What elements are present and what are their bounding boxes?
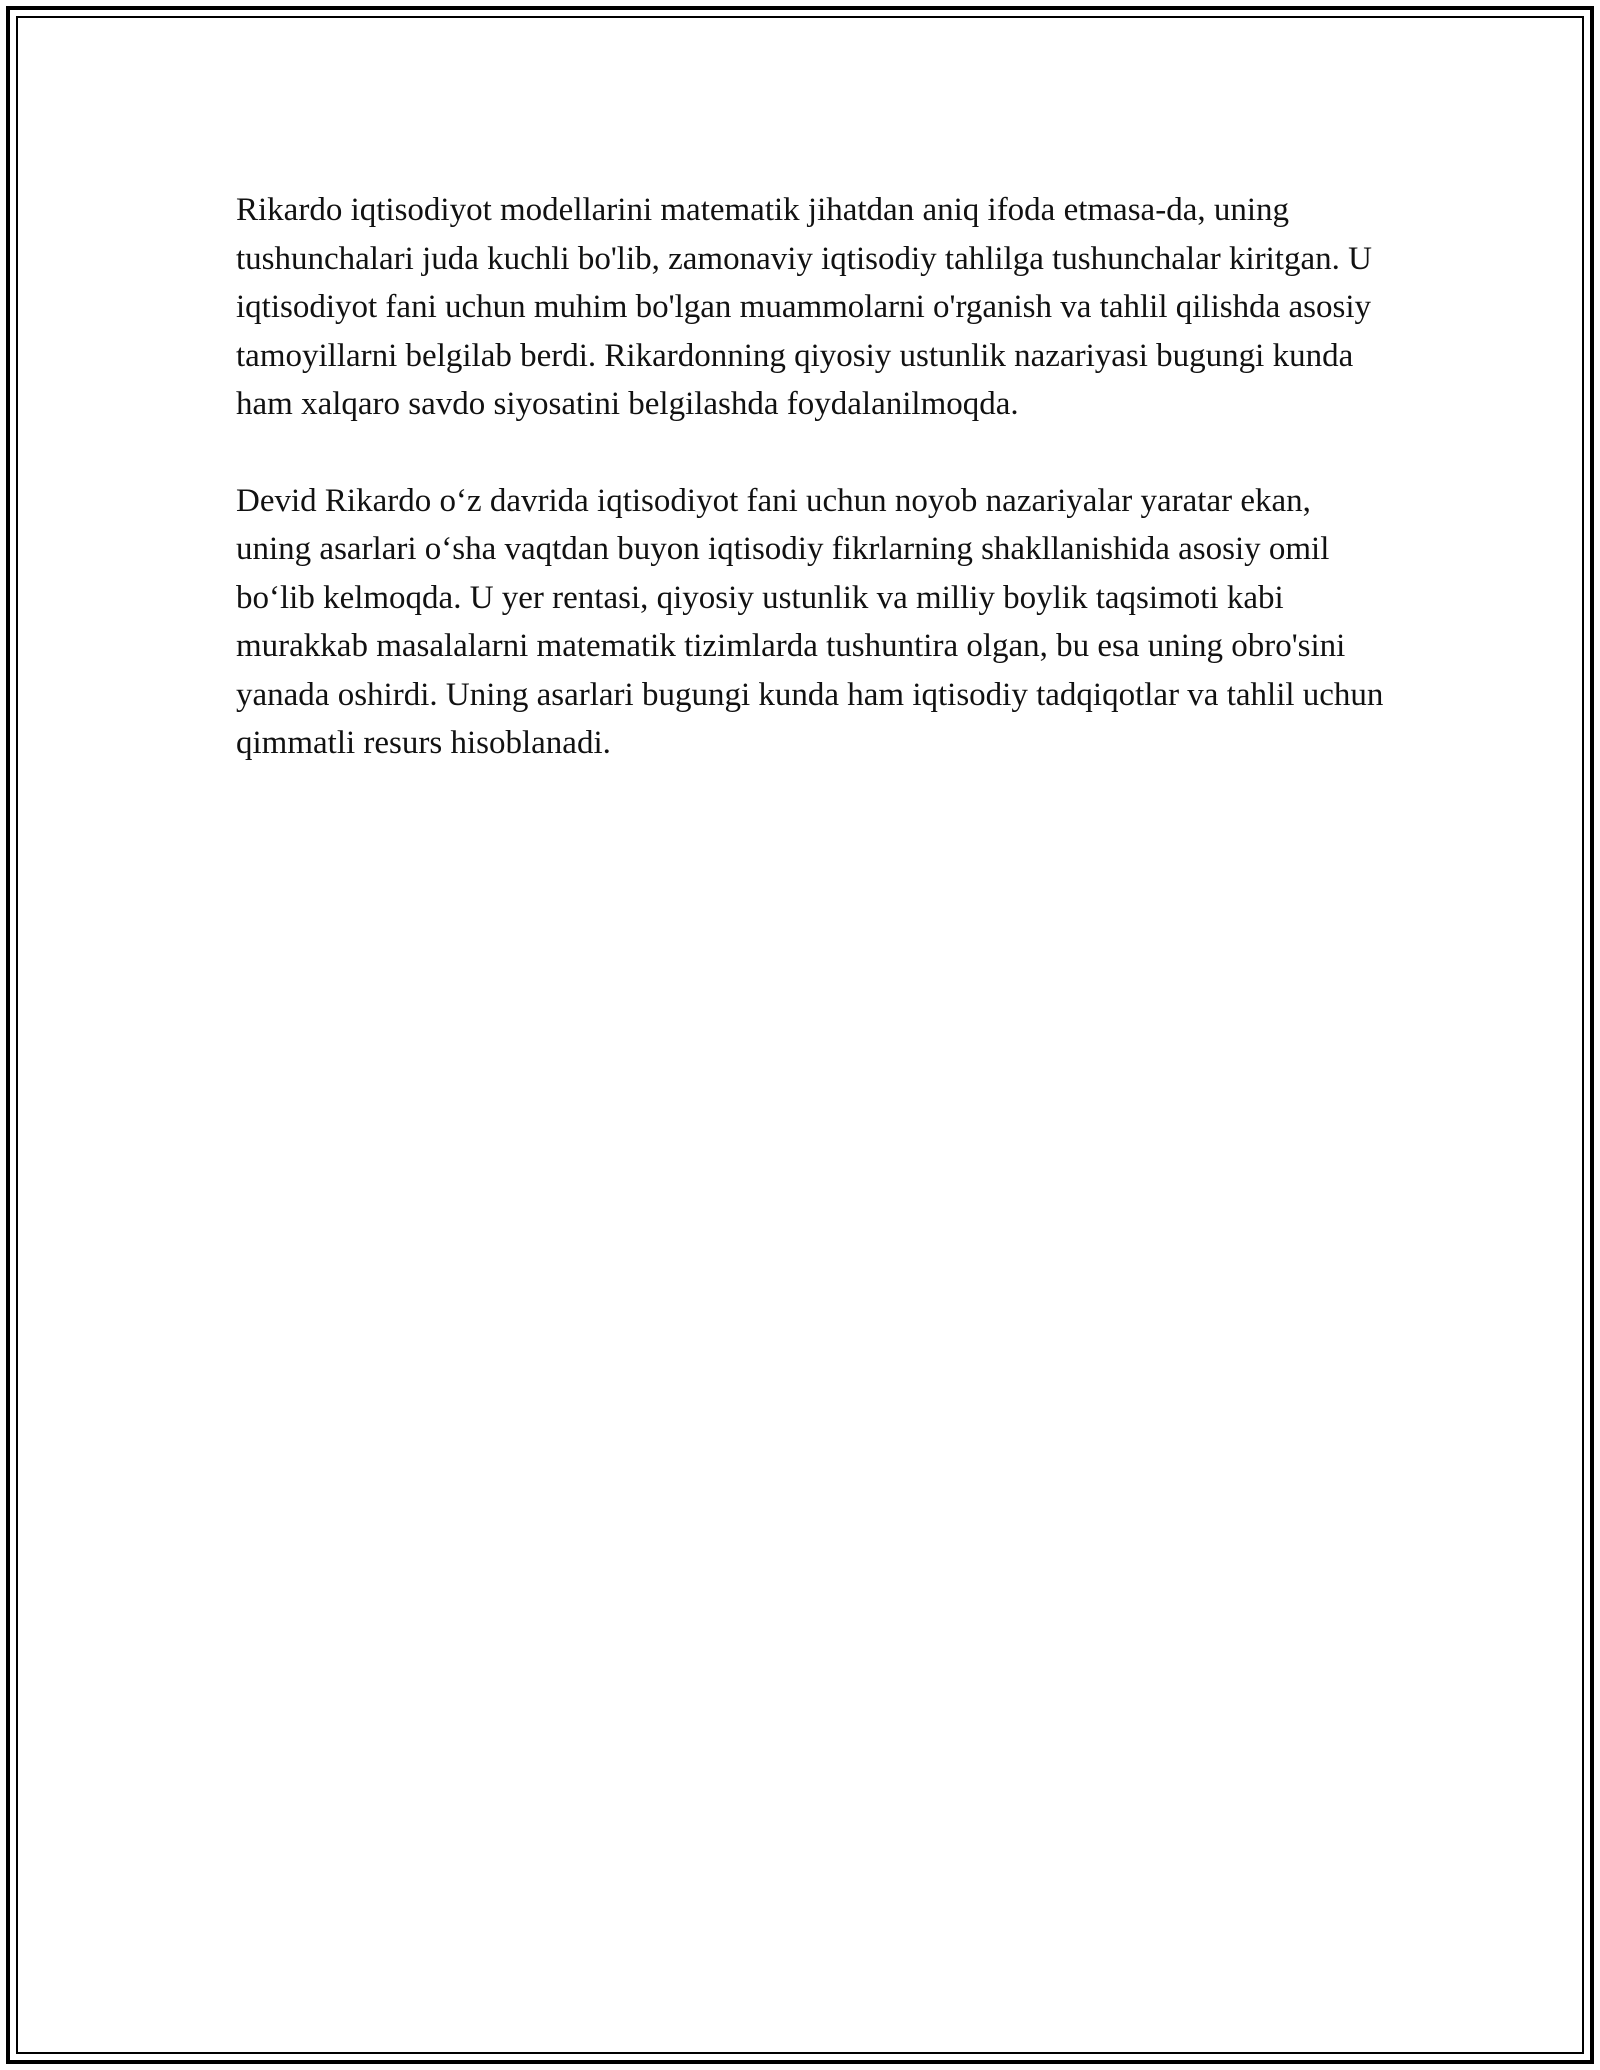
- paragraph-1: Rikardo iqtisodiyot modellarini matematik jihatdan aniq ifoda etmasa-da, uning tushunchalari juda kuchli bo'lib, zamonaviy iqtisodiy tahlilga tushunchalar kiritgan. U iqtisodiyot fani uchun muhim bo'lgan muammolarni o'rganish va tahlil qilishda asosiy tamoyillarni belgilab berdi. Rikardonning qiyosiy ustunlik nazariyasi bugungi kunda ham xalqaro savdo siyosatini belgilashda foydalanilmoqda.: [236, 192, 1372, 422]
- paragraph-2: Devid Rikardo o‘z davrida iqtisodiyot fani uchun noyob nazariyalar yaratar ekan, uning asarlari o‘sha vaqtdan buyon iqtisodiy fikrlarning shakllanishida asosiy omil bo‘lib kelmoqda. U yer rentasi, qiyosiy ustunlik va milliy boylik taqsimoti kabi murakkab masalalarni matematik tizimlarda tushuntira olgan, bu esa uning obro'sini yanada oshirdi. Uning asarlari bugungi kunda ham iqtisodiy tadqiqotlar va tahlil uchun qimmatli resurs hisoblanadi.: [236, 482, 1384, 761]
- document-body: [236, 186, 1386, 816]
